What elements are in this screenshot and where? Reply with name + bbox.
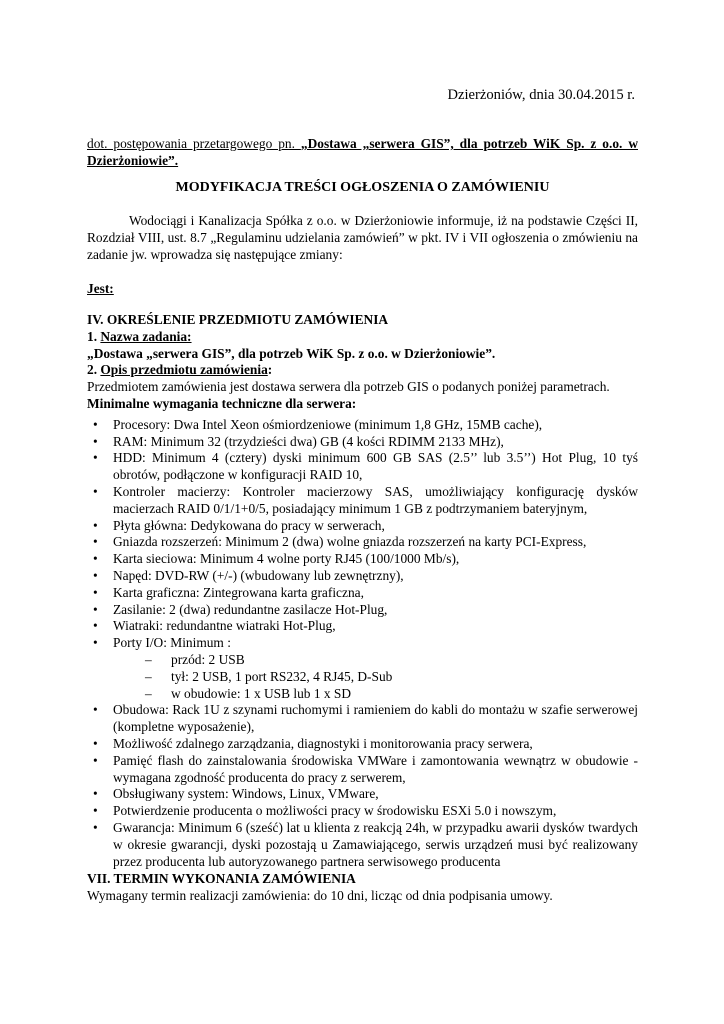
sub-list-item: – w obudowie: 1 x USB lub 1 x SD bbox=[145, 686, 638, 703]
reference-prefix: dot. postępowania przetargowego pn. bbox=[87, 136, 301, 151]
list-item: • Gniazda rozszerzeń: Minimum 2 (dwa) wolne gniazda rozszerzeń na karty PCI-Express, bbox=[87, 534, 638, 551]
jest-label: Jest: bbox=[87, 281, 114, 296]
list-item: • Płyta główna: Dedykowana do pracy w serwerach, bbox=[87, 518, 638, 535]
list-item: • RAM: Minimum 32 (trzydzieści dwa) GB (4 kości RDIMM 2133 MHz), bbox=[87, 434, 638, 451]
list-item: • Karta graficzna: Zintegrowana karta graficzna, bbox=[87, 585, 638, 602]
section-7-text: Wymagany termin realizacji zamówienia: do 10 dni, licząc od dnia podpisania umowy. bbox=[87, 887, 553, 903]
ports-label: Porty I/O: Minimum : bbox=[113, 635, 231, 651]
ports-sublist bbox=[113, 652, 638, 702]
document-title: MODYFIKACJA TREŚCI OGŁOSZENIA O ZAMÓWIENIU bbox=[175, 180, 550, 195]
list-item: • Potwierdzenie producenta o możliwości pracy w środowisku ESXi 5.0 i nowszym, bbox=[87, 803, 638, 820]
document-date: Dzierżoniów, dnia 30.04.2015 r. bbox=[447, 87, 635, 103]
requirements-heading: Minimalne wymagania techniczne dla serwera: bbox=[87, 395, 357, 411]
item-2-colon: : bbox=[267, 362, 273, 378]
section-4-heading: IV. OKREŚLENIE PRZEDMIOTU ZAMÓWIENIA bbox=[87, 312, 389, 327]
section-7 bbox=[87, 871, 638, 905]
requirements-list bbox=[87, 417, 638, 871]
intro-paragraph: Wodociągi i Kanalizacja Spółka z o.o. w Dzierżoniowie informuje, iż na podstawie Części II, Rozdział VIII, ust. 8.7 „Regulaminu udzielania zamówień” w pkt. IV i VII ogłoszenia o zmówieniu na zadanie jw. wprowadza się następujące zmiany: bbox=[87, 213, 638, 262]
item-2-line bbox=[87, 362, 638, 379]
item-2-description: Przedmiotem zamówienia jest dostawa serwera dla potrzeb GIS o podanych poniżej parametrach. bbox=[87, 379, 610, 395]
list-item: • HDD: Minimum 4 (cztery) dyski minimum 600 GB SAS (2.5’’ lub 3.5’’) Hot Plug, 10 tyś obrotów, podłączone w konfiguracji RAID 10, bbox=[87, 450, 638, 484]
section-7-heading: VII. TERMIN WYKONANIA ZAMÓWIENIA bbox=[87, 871, 356, 886]
item-1-label: Nazwa zadania: bbox=[100, 328, 192, 344]
sub-list-item: – przód: 2 USB bbox=[145, 652, 638, 669]
list-item: • Zasilanie: 2 (dwa) redundantne zasilacze Hot-Plug, bbox=[87, 602, 638, 619]
list-item-ports bbox=[87, 635, 638, 702]
reference-line bbox=[87, 136, 638, 170]
list-item: • Karta sieciowa: Minimum 4 wolne porty RJ45 (100/1000 Mb/s), bbox=[87, 551, 638, 568]
list-item: • Kontroler macierzy: Kontroler macierzowy SAS, umożliwiający konfigurację dysków macierzach RAID 0/1/1+0/5, posiadający minimum 1 GB z podtrzymaniem bateryjnym, bbox=[87, 484, 638, 518]
item-2-number: 2. bbox=[87, 362, 101, 378]
list-item: • Obudowa: Rack 1U z szynami ruchomymi i ramieniem do kabli do montażu w szafie serwerowej (kompletne wyposażenie), bbox=[87, 702, 638, 736]
list-item: • Napęd: DVD-RW (+/-) (wbudowany lub zewnętrzny), bbox=[87, 568, 638, 585]
sub-list-item: – tył: 2 USB, 1 port RS232, 4 RJ45, D-Sub bbox=[145, 669, 638, 686]
item-2-label: Opis przedmiotu zamówienia bbox=[100, 362, 268, 378]
list-item: • Procesory: Dwa Intel Xeon ośmiordzeniowe (minimum 1,8 GHz, 15MB cache), bbox=[87, 417, 638, 434]
list-item: • Pamięć flash do zainstalowania środowiska VMWare i zamontowania wewnątrz w obudowie - wymagana zgodność producenta do pracy z serwerem, bbox=[87, 753, 638, 787]
item-1-number: 1. bbox=[87, 328, 101, 344]
list-item: • Gwarancja: Minimum 6 (sześć) lat u klienta z reakcją 24h, w przypadku awarii dysków twardych w okresie gwarancji, dyski pozostają u Zamawiającego, serwis urządzeń musi być realizowany przez producenta lub autoryzowanego partnera serwisowego producenta bbox=[87, 820, 638, 870]
section-4 bbox=[87, 312, 638, 870]
list-item: • Możliwość zdalnego zarządzania, diagnostyki i monitorowania pracy serwera, bbox=[87, 736, 638, 753]
item-1-line bbox=[87, 329, 638, 346]
list-item: • Obsługiwany system: Windows, Linux, VMware, bbox=[87, 786, 638, 803]
list-item: • Wiatraki: redundantne wiatraki Hot-Plug, bbox=[87, 618, 638, 635]
task-name: „Dostawa „serwera GIS”, dla potrzeb WiK Sp. z o.o. w Dzierżoniowie”. bbox=[87, 345, 496, 361]
reference-title: „Dostawa „serwera GIS”, dla potrzeb WiK Sp. z o.o. w Dzierżoniowie”. bbox=[87, 136, 638, 168]
